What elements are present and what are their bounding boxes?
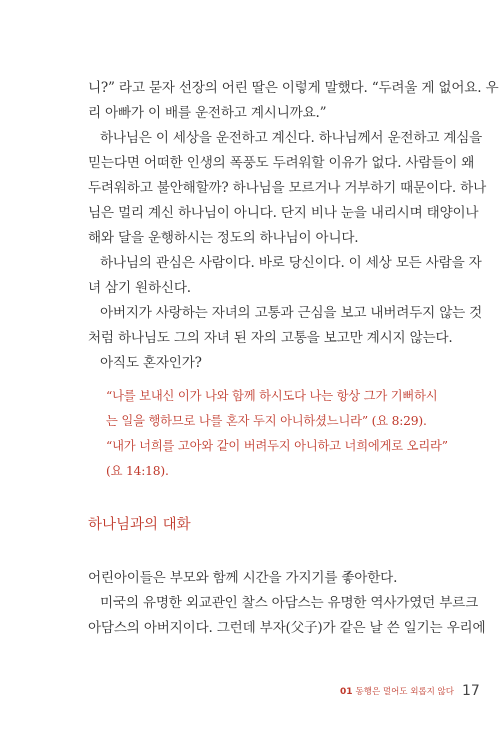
page-footer: [340, 679, 480, 698]
chapter-number: 01: [340, 687, 353, 697]
text-line: 믿는다면 어떠한 인생의 폭풍도 두려워할 이유가 없다. 사람들이 왜: [88, 155, 475, 171]
text-line: 아직도 혼자인가?: [100, 355, 202, 371]
text-line: 니?” 라고 묻자 선장의 어린 딸은 이렇게 말했다. “두려울 게 없어요. 우: [88, 80, 499, 96]
page-number: 17: [461, 683, 480, 699]
scripture-quote: [88, 384, 448, 484]
text-line: 하나님은 이 세상을 운전하고 계신다. 하나님께서 운전하고 계심을: [100, 130, 483, 146]
text-line: 미국의 유명한 외교관인 찰스 아담스는 유명한 역사가였던 부르크: [100, 595, 478, 611]
text-line: 님은 멀리 계신 하나님이 아니다. 단지 비나 눈을 내리시며 태양이나: [88, 205, 479, 221]
body-text-bottom: [88, 566, 486, 641]
text-line: 아담스의 아버지이다. 그런데 부자(父子)가 같은 날 쓴 일기는 우리에: [88, 620, 486, 636]
text-line: 처럼 하나님도 그의 자녀 된 자의 고통을 보고만 계시지 않는다.: [88, 330, 453, 346]
quote-line: (요 14:18).: [106, 464, 169, 478]
body-text-top: [88, 76, 499, 376]
text-line: 리 아빠가 이 배를 운전하고 계시니까요.”: [88, 105, 327, 121]
text-line: 두려워하고 불안해할까? 하나님을 모르거나 거부하기 때문이다. 하나: [88, 180, 487, 196]
quote-line: 는 일을 행하므로 나를 혼자 두지 아니하셨느니라” (요 8:29).: [106, 414, 427, 428]
chapter-title: 동행은 멀어도 외롭지 않다: [355, 687, 454, 697]
text-line: 하나님의 관심은 사람이다. 바로 당신이다. 이 세상 모든 사람을 자: [100, 255, 482, 271]
quote-line: “내가 너희를 고아와 같이 버려두지 아니하고 너희에게로 오리라”: [106, 439, 448, 453]
text-line: 어린아이들은 부모와 함께 시간을 가지기를 좋아한다.: [88, 570, 398, 586]
quote-line: “나를 보내신 이가 나와 함께 하시도다 나는 항상 그가 기뻐하시: [106, 389, 438, 403]
text-line: 아버지가 사랑하는 자녀의 고통과 근심을 보고 내버려두지 않는 것: [100, 305, 483, 321]
text-line: 해와 달을 운행하시는 정도의 하나님이 아니다.: [88, 230, 359, 246]
text-line: 녀 삼기 원하신다.: [88, 280, 191, 296]
section-heading: 하나님과의 대화: [88, 517, 191, 533]
